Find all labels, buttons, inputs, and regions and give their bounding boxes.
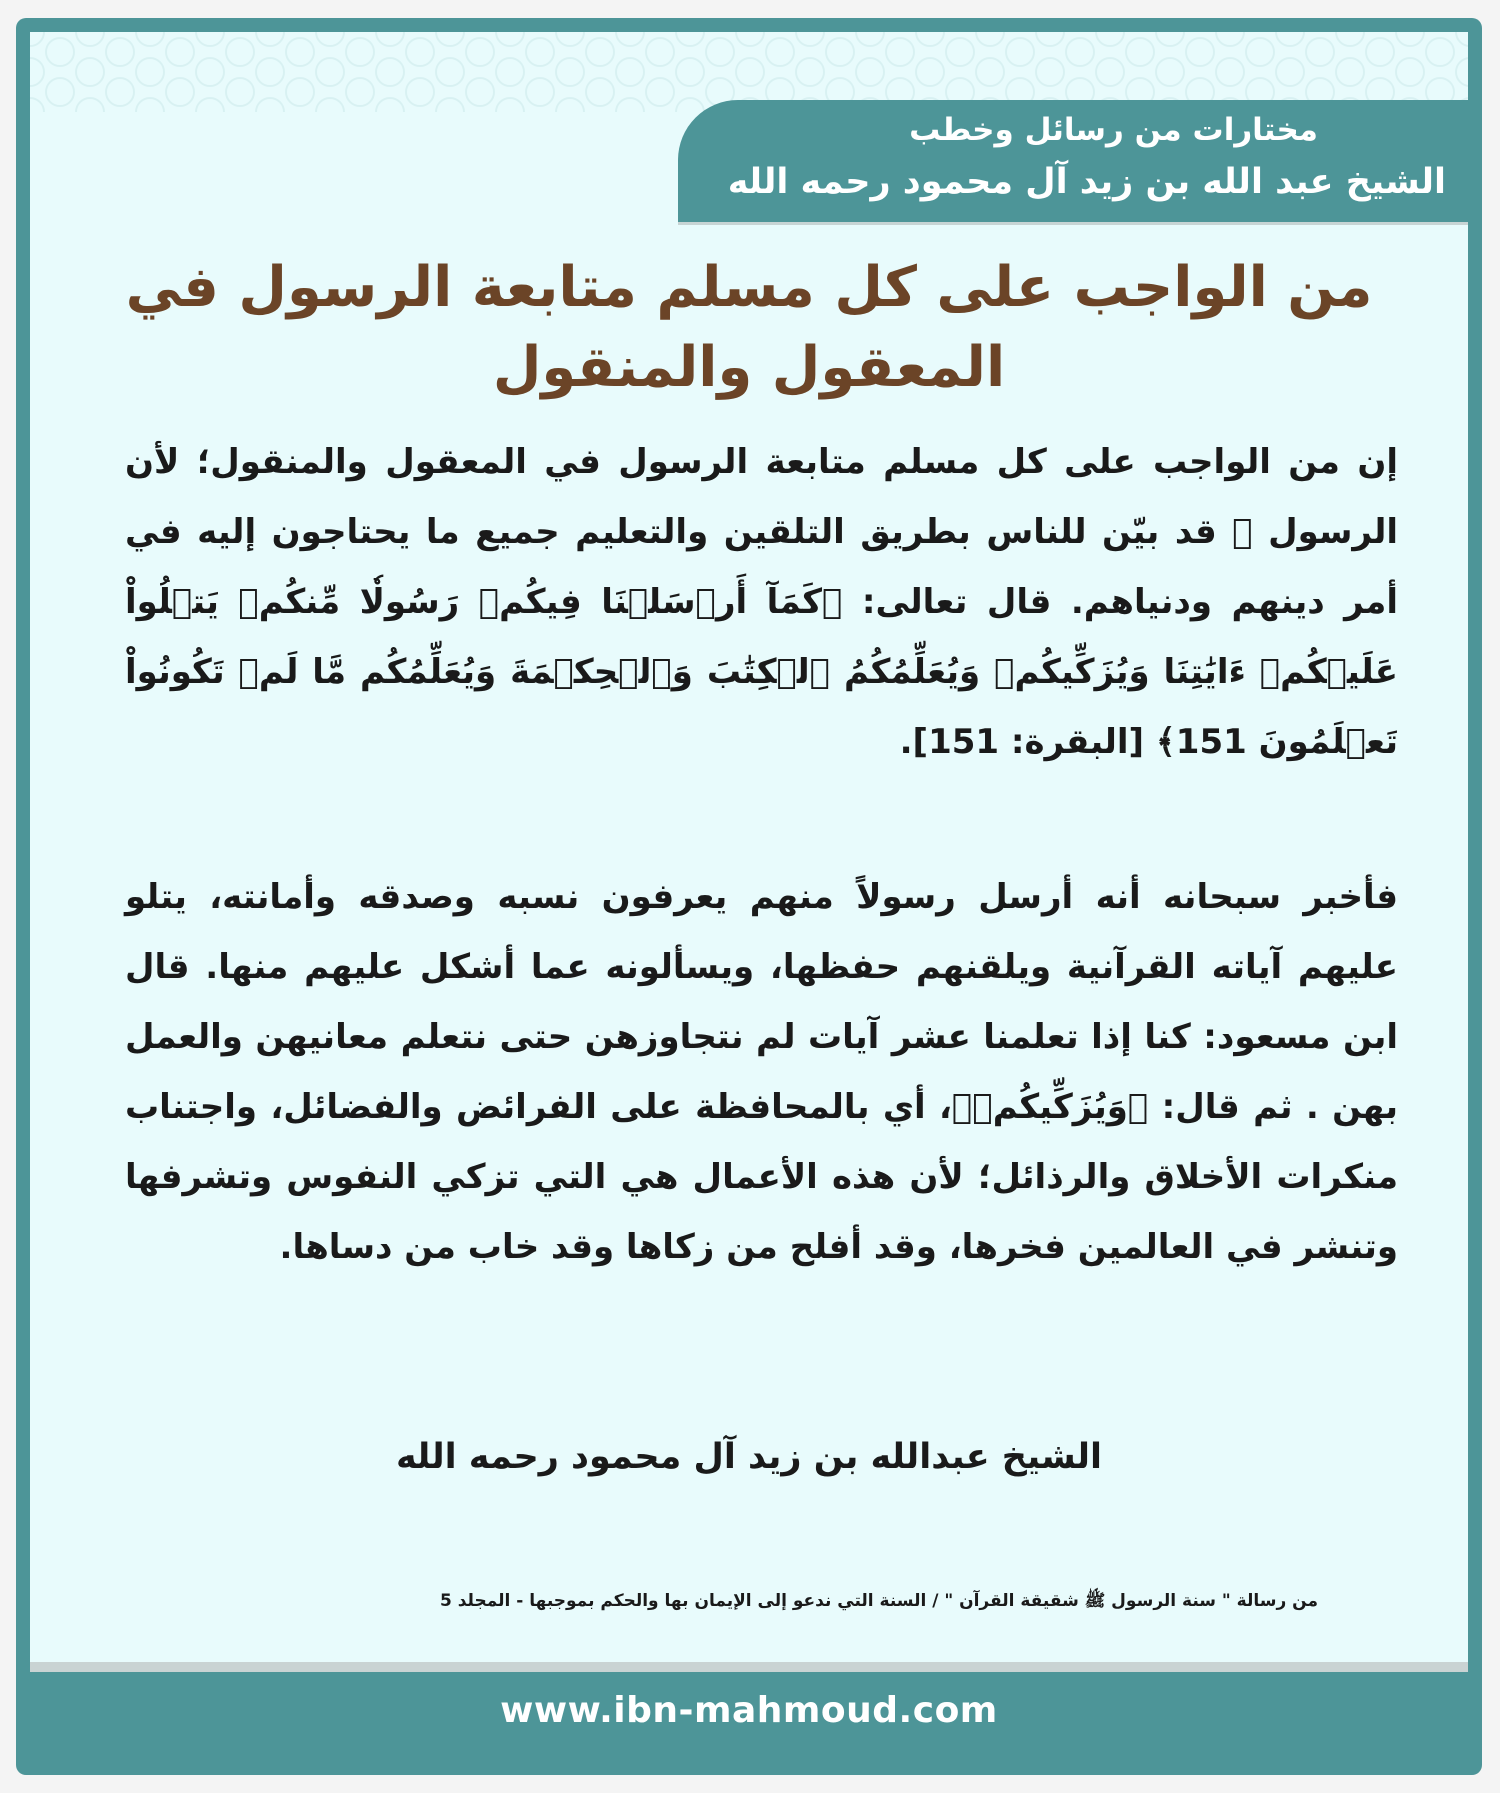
card-bottom-shade (30, 1662, 1468, 1672)
paragraph-2: فأخبر سبحانه أنه أرسل رسولاً منهم يعرفون نسبه وصدقه وأمانته، يتلو عليهم آياته القرآنية ويلقنهم حفظها، ويسألونه عما أشكل عليهم منها. قال ابن مسعود: كنا إذا تعلمنا عشر آيات لم نتجاوزهن حتى نتعلم معانيهن والعمل بهن . ثم قال: ﴿وَيُزَكِّيكُمۡ﴾، أي بالمحافظة على الفرائض والفضائل، واجتناب منكرات الأخلاق والرذائل؛ لأن هذه الأعمال هي التي تزكي النفوس وتشرفها وتنشر في العالمين فخرها، وقد أفلح من زكاها وقد خاب من دساها. (125, 877, 1398, 1267)
header-band (678, 100, 1468, 222)
source-citation: من رسالة " سنة الرسول ﷺ شقيقة القرآن " / السنة التي ندعو إلى الإيمان بها والحكم بموجبها - المجلد 5 (439, 1591, 1318, 1611)
content-card (30, 32, 1468, 1672)
paragraph-1: إن من الواجب على كل مسلم متابعة الرسول في المعقول والمنقول؛ لأن الرسول ﷺ قد بيّن للناس بطريق التلقين والتعليم جميع ما يحتاجون إليه في أمر دينهم ودنياهم. قال تعالى: ﴿كَمَآ أَرۡسَلۡنَا فِيكُمۡ رَسُولٗا مِّنكُمۡ يَتۡلُواْ عَلَيۡكُمۡ ءَايَٰتِنَا وَيُزَكِّيكُمۡ وَيُعَلِّمُكُمُ ٱلۡكِتَٰبَ وَٱلۡحِكۡمَةَ وَيُعَلِّمُكُم مَّا لَمۡ تَكُونُواْ تَعۡلَمُونَ 151﴾ [البقرة: 151]. (125, 442, 1398, 762)
header-author: الشيخ عبد الله بن زيد آل محمود رحمه الله (727, 162, 1446, 202)
article-title: من الواجب على كل مسلم متابعة الرسول في المعقول والمنقول (125, 255, 1373, 400)
website-link[interactable]: www.ibn-mahmoud.com (500, 1690, 998, 1731)
header-subtitle: مختارات من رسائل وخطب (909, 112, 1318, 148)
signature: الشيخ عبدالله بن زيد آل محمود رحمه الله (395, 1437, 1103, 1477)
page-frame (16, 18, 1482, 1775)
